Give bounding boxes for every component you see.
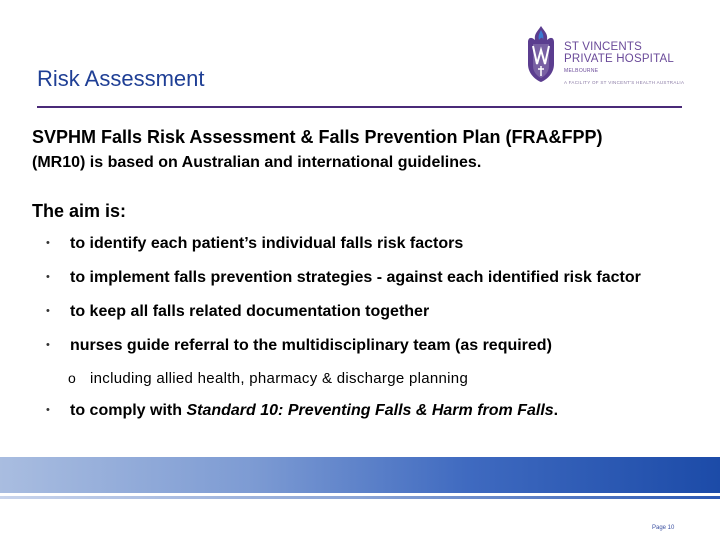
bullet-item	[46, 337, 552, 355]
hospital-crest-icon	[522, 24, 560, 84]
logo-wordmark	[564, 41, 689, 65]
sub-bullet-text: including allied health, pharmacy & discharge planning	[90, 370, 469, 387]
bullet-text-suffix: .	[553, 402, 559, 419]
standard-reference: Standard 10: Preventing Falls & Harm from Falls	[186, 402, 554, 419]
logo-location: MELBOURNE	[564, 68, 599, 74]
slide-title: Risk Assessment	[37, 66, 205, 91]
hospital-logo	[522, 24, 687, 88]
aim-label: The aim is:	[32, 201, 127, 221]
bullet-marker: •	[46, 271, 50, 283]
bullet-text: to implement falls prevention strategies - against each identified risk factor	[70, 269, 641, 286]
bullet-marker: •	[46, 404, 50, 416]
title-divider	[37, 106, 682, 108]
bullet-item	[46, 402, 558, 420]
footer-line	[0, 496, 720, 499]
footer-band	[0, 457, 720, 493]
sub-bullet-item	[68, 370, 468, 387]
bullet-item	[46, 303, 429, 321]
bullet-text-prefix: to comply with	[70, 402, 187, 419]
bullet-item	[46, 269, 641, 287]
logo-name-line2: PRIVATE HOSPITAL	[564, 53, 674, 65]
bullet-item	[46, 235, 463, 253]
bullet-text: to identify each patient’s individual falls risk factors	[70, 235, 464, 252]
bullet-marker: •	[46, 237, 50, 249]
sub-bullet-marker: o	[68, 370, 77, 386]
bullet-text: to keep all falls related documentation together	[70, 303, 430, 320]
logo-tagline: A FACILITY OF ST VINCENT'S HEALTH AUSTRALIA	[564, 80, 685, 85]
bullet-marker: •	[46, 339, 50, 351]
heading-line-2: (MR10) is based on Australian and international guidelines.	[32, 154, 482, 171]
heading-line-1: SVPHM Falls Risk Assessment & Falls Prevention Plan (FRA&FPP)	[32, 127, 603, 147]
bullet-text: nurses guide referral to the multidisciplinary team (as required)	[70, 337, 552, 354]
logo-name-line1: ST VINCENTS	[564, 41, 643, 53]
bullet-marker: •	[46, 305, 50, 317]
page-number: Page 10	[652, 525, 675, 531]
